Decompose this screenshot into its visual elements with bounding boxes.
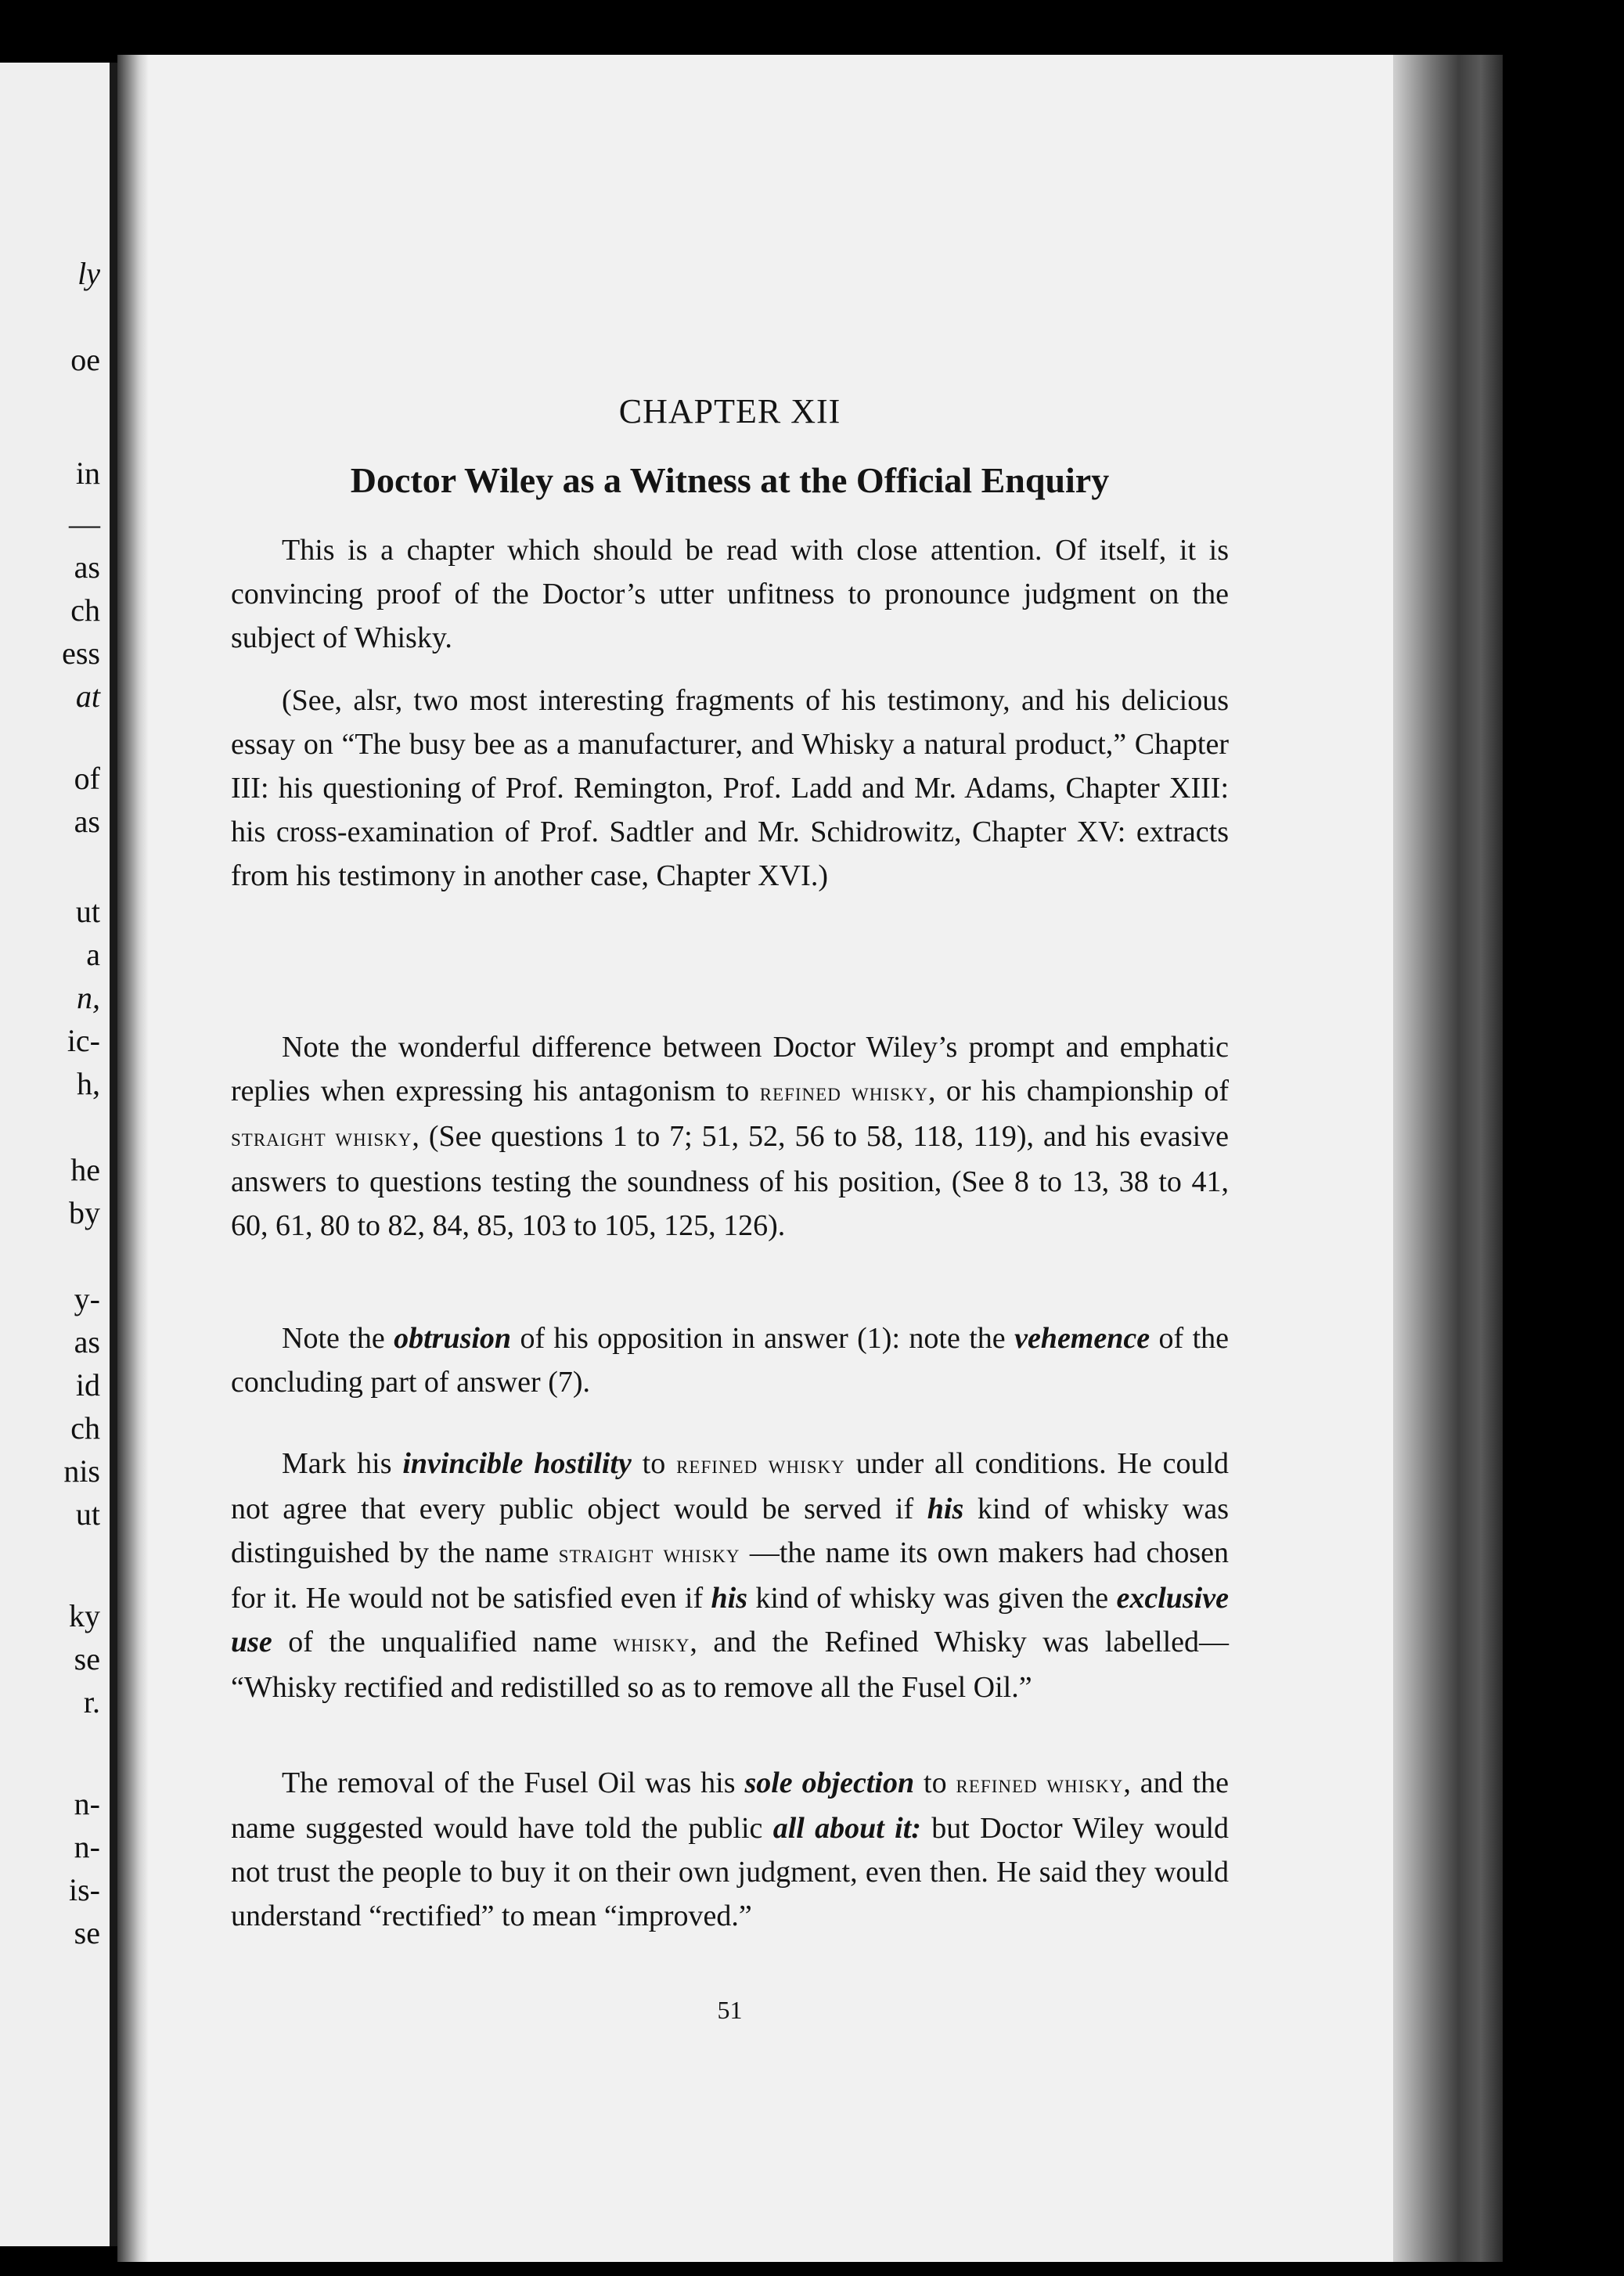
facing-page-text-fragment: as	[74, 549, 100, 585]
paragraph	[231, 1025, 1229, 1248]
facing-page-text-fragment: oe	[70, 342, 100, 377]
facing-page-text-fragment: ch	[70, 592, 100, 628]
emphasis-text: his	[711, 1582, 747, 1615]
text-run: Note the wonderful difference between Doctor Wiley’s prompt and emphatic replies when expressing his antagonism to	[231, 1031, 1229, 1107]
facing-page-text-fragment: id	[75, 1367, 100, 1403]
text-run: of the unqualified name	[272, 1626, 614, 1658]
text-run: to	[631, 1447, 677, 1480]
small-caps-text: refined whisky	[759, 1079, 928, 1107]
page-number: 51	[717, 1996, 743, 2024]
facing-page-text-fragment: n-	[74, 1829, 100, 1864]
emphasis-text: vehemence	[1014, 1322, 1150, 1355]
text-run: The removal of the Fusel Oil was his	[282, 1766, 745, 1799]
small-caps-text: straight whisky	[231, 1124, 412, 1152]
paragraph	[231, 1761, 1229, 1938]
text-run: r	[386, 684, 395, 717]
text-run: to	[914, 1766, 956, 1799]
text-run: (See, als	[282, 684, 387, 717]
emphasis-text: his	[927, 1493, 964, 1525]
text-run: This is a chapter which should be read with close attention. Of itself, it is convincing proof of the Doctor’s utter unfitness to pronounce judgment on the subject of Whisky.	[231, 534, 1229, 654]
facing-page-text-fragment: ut	[75, 1496, 100, 1532]
facing-page-text-fragment: —	[69, 506, 100, 542]
emphasis-text: sole objection	[744, 1766, 915, 1799]
facing-page-text-fragment: nis	[63, 1453, 100, 1489]
book-page	[117, 55, 1503, 2262]
paragraph	[231, 528, 1229, 660]
facing-page-text-fragment: by	[69, 1195, 100, 1230]
text-run: Mark his	[282, 1447, 403, 1480]
small-caps-text: whisky	[613, 1630, 690, 1658]
facing-page-text-fragment: y-	[74, 1281, 100, 1316]
gutter-shadow	[117, 55, 149, 2262]
text-run: kind of whisky was distinguished by the name	[231, 1493, 1229, 1569]
facing-page-text-fragment: r.	[83, 1684, 100, 1720]
paragraph	[231, 1316, 1229, 1404]
chapter-title: Doctor Wiley as a Witness at the Official Enquiry	[350, 460, 1110, 500]
facing-page-text-fragment: of	[74, 761, 100, 796]
facing-page-text-fragment: ut	[75, 894, 100, 929]
text-run: , (See questions 1 to 7; 51, 52, 56 to 58, 118, 119), and his evasive answers to questions testing the soundness of his position, (See 8 to 13, 38 to 41, 60, 61, 80 to 82, 84, 85, 103 to 105, 125, 126).	[231, 1120, 1229, 1242]
facing-page-text-fragment: ly	[77, 256, 100, 291]
facing-page-text-fragment: h,	[77, 1066, 100, 1101]
emphasis-text: invincible hostility	[402, 1447, 632, 1480]
text-run: under all conditions. He could not agree that every public object would be served if	[231, 1447, 1229, 1525]
small-caps-text: refined whisky	[956, 1770, 1124, 1799]
facing-page-text-fragment: ch	[70, 1410, 100, 1446]
facing-page-text-fragment: at	[75, 679, 100, 714]
emphasis-text: exclusive use	[231, 1582, 1229, 1658]
text-run: , two most interesting fragments of his testimony, and his delicious essay on “The busy bee as a manufacturer, and Whisky a natural product,” Chapter III: his questioning of Prof. Remington, Prof. Ladd and Mr. Adams, Chapter XIII: his cross-examination of Prof. Sadtler and Mr. Schidrowitz, Chapter XV: extracts from his testimony in another case, Chapter XVI.)	[231, 684, 1230, 892]
page-edge-stack	[1393, 55, 1503, 2262]
facing-page-text-fragment: as	[74, 804, 100, 839]
emphasis-text: obtrusion	[394, 1322, 512, 1355]
small-caps-text: refined whisky	[676, 1451, 845, 1479]
text-run: of the concluding part of answer (7).	[231, 1322, 1229, 1399]
facing-page-text-fragment: ess	[62, 636, 100, 671]
text-run: , and the Refined Whisky was labelled— “Whisky rectified and redistilled so as to remove all the Fusel Oil.”	[231, 1626, 1229, 1704]
facing-page-text-fragment: se	[74, 1641, 100, 1676]
chapter-heading: CHAPTER XII	[618, 392, 841, 430]
facing-page-text-fragment: a	[86, 937, 100, 972]
facing-page-text-fragment: he	[70, 1152, 100, 1187]
text-run: kind of whisky was given the	[747, 1582, 1117, 1615]
text-run: , and the name suggested would have told the public	[231, 1766, 1229, 1845]
facing-page-text-fragment: se	[74, 1915, 100, 1950]
facing-page-text-fragment: as	[74, 1324, 100, 1359]
text-run: , or his championship of	[927, 1075, 1229, 1107]
facing-page-text-fragment: ic-	[67, 1023, 100, 1058]
facing-page-text-fragment: in	[75, 456, 100, 491]
facing-page-text-fragment: is-	[69, 1872, 100, 1907]
facing-page-text-fragment: n-	[74, 1786, 100, 1821]
facing-page-text-fragment: n,	[77, 980, 100, 1015]
text-run: Note the	[282, 1322, 394, 1355]
small-caps-text: straight whisky	[558, 1540, 740, 1568]
text-run: —the name its own makers had chosen for it. He would not be satisfied even if	[231, 1536, 1230, 1615]
text-run: but Doctor Wiley would not trust the people to buy it on their own judgment, even then. He said they would understand “rectified” to mean “improved.”	[231, 1812, 1230, 1932]
facing-page-fragment	[0, 63, 117, 2246]
paragraph	[231, 1442, 1229, 1709]
emphasis-text: all about it:	[772, 1812, 921, 1845]
text-run: of his opposition in answer (1): note the	[511, 1322, 1015, 1355]
facing-page-text-fragment: ky	[69, 1598, 100, 1633]
paragraph	[231, 679, 1229, 898]
